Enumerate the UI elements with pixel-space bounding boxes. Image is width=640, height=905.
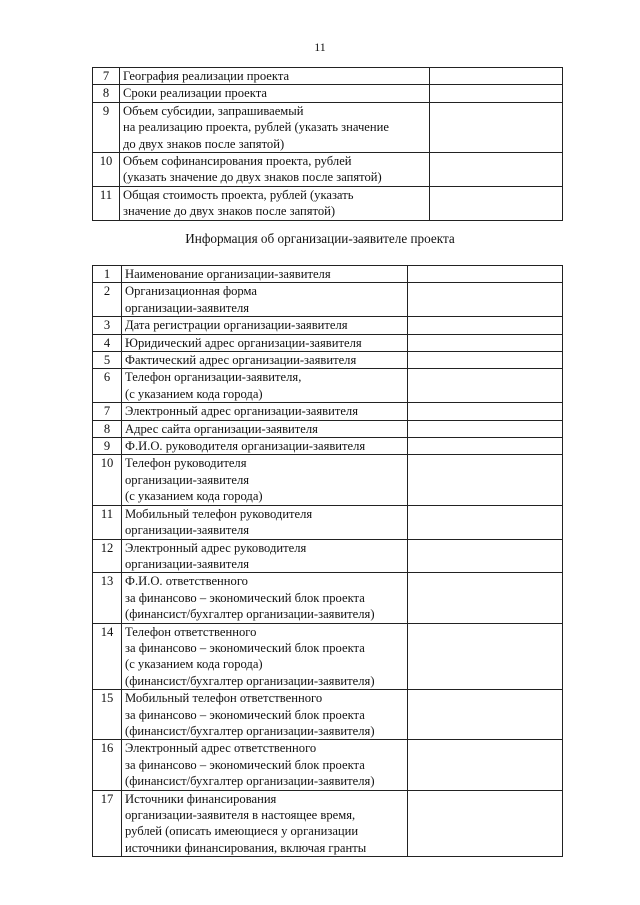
value-cell[interactable] [408,690,563,740]
table-row [93,420,563,437]
table-row [93,334,563,351]
applicant-info-table [92,265,563,857]
row-label [120,186,430,220]
row-label-line: (с указанием кода города) [125,386,263,401]
row-label-line: (с указанием кода города) [125,489,263,504]
row-label [122,420,408,437]
row-label [122,283,408,317]
table-row [93,690,563,740]
row-label [122,266,408,283]
row-label [122,369,408,403]
row-label-line: Телефон ответственного [125,624,257,639]
value-cell[interactable] [408,403,563,420]
row-label-line: Мобильный телефон ответственного [125,691,323,706]
row-number: 7 [93,68,120,85]
row-label-line: (финансист/бухгалтер организации-заявителя) [125,723,375,738]
row-label-line: Наименование организации-заявителя [125,267,331,281]
value-cell[interactable] [408,505,563,539]
row-label-line: Организационная форма [125,284,258,299]
row-number: 11 [93,186,120,220]
row-number: 14 [93,623,122,690]
table-row [93,505,563,539]
value-cell[interactable] [408,266,563,283]
value-cell[interactable] [408,283,563,317]
row-label-line: Ф.И.О. ответственного [125,574,248,589]
table-row [93,740,563,790]
project-info-table [92,67,563,221]
row-label-line: рублей (описать имеющиеся у организации [125,824,359,839]
page-number: 11 [314,40,326,54]
row-label [122,317,408,334]
row-number: 5 [93,352,122,369]
value-cell[interactable] [408,573,563,623]
row-label-line: за финансово – экономический блок проекта [125,590,365,605]
row-label [122,623,408,690]
row-label-line: за финансово – экономический блок проекта [125,757,365,772]
row-label-line: (с указанием кода города) [125,657,263,672]
row-label-line: Адрес сайта организации-заявителя [125,421,318,436]
table-row [93,283,563,317]
row-label-line: Юридический адрес организации-заявителя [125,335,362,350]
table-row [93,352,563,369]
row-label-line: Объем софинансирования проекта, рублей [123,154,352,169]
row-number: 8 [93,420,122,437]
row-label [122,352,408,369]
row-number: 9 [93,102,120,152]
row-label-line: Электронный адрес организации-заявителя [125,404,359,419]
table-row [93,85,563,102]
row-label-line: Мобильный телефон руководителя [125,506,313,521]
table-row [93,455,563,505]
row-label-line: за финансово – экономический блок проекта [125,640,365,655]
row-label [122,334,408,351]
value-cell[interactable] [408,317,563,334]
table-row [93,539,563,573]
row-label [122,740,408,790]
value-cell[interactable] [408,790,563,857]
row-label [122,438,408,455]
row-label-line: за финансово – экономический блок проекта [125,707,365,722]
table-row [93,102,563,152]
value-cell[interactable] [430,68,563,85]
row-label [120,153,430,187]
row-number: 17 [93,790,122,857]
row-number: 13 [93,573,122,623]
value-cell[interactable] [408,623,563,690]
row-label-line: Источники финансирования [125,791,277,806]
row-label-line: источники финансирования, включая гранты [125,840,367,855]
table-row [93,403,563,420]
row-label [120,102,430,152]
row-label-line: до двух знаков после запятой) [123,136,285,151]
value-cell[interactable] [430,186,563,220]
row-number: 3 [93,317,122,334]
row-number: 11 [93,505,122,539]
row-label-line: Телефон организации-заявителя, [125,370,302,385]
row-label-line: организации-заявителя [125,300,250,315]
row-label-line: (финансист/бухгалтер организации-заявителя) [125,607,375,622]
row-label [120,85,430,102]
table-row [93,438,563,455]
section-title: Информация об организации-заявителе проекта [185,231,455,246]
row-label-line: Электронный адрес руководителя [125,540,307,555]
row-label [122,690,408,740]
row-label [122,505,408,539]
row-number: 6 [93,369,122,403]
row-label-line: Телефон руководителя [125,456,247,471]
table-row [93,186,563,220]
row-number: 1 [93,266,122,283]
row-number: 7 [93,403,122,420]
row-label-line: Дата регистрации организации-заявителя [125,318,348,333]
row-label [122,790,408,857]
table-row [93,317,563,334]
row-label-line: Фактический адрес организации-заявителя [125,353,357,368]
row-label-line: организации-заявителя [125,556,250,571]
row-label-line: Электронный адрес ответственного [125,741,317,756]
row-number: 10 [93,455,122,505]
value-cell[interactable] [408,420,563,437]
row-number: 10 [93,153,120,187]
value-cell[interactable] [430,85,563,102]
row-number: 2 [93,283,122,317]
row-number: 8 [93,85,120,102]
row-label-line: организации-заявителя [125,523,250,538]
value-cell[interactable] [408,455,563,505]
table-row [93,68,563,85]
value-cell[interactable] [408,334,563,351]
row-label-line: Ф.И.О. руководителя организации-заявителя [125,439,366,454]
row-label-line: на реализацию проекта, рублей (указать значение [123,120,389,135]
row-label-line: Объем субсидии, запрашиваемый [123,103,304,118]
row-label-line: Общая стоимость проекта, рублей (указать [123,187,354,202]
value-cell[interactable] [408,438,563,455]
row-label-line: организации-заявителя в настоящее время, [125,808,356,822]
row-label [122,403,408,420]
row-number: 9 [93,438,122,455]
value-cell[interactable] [430,153,563,187]
row-label [122,539,408,573]
row-label-line: География реализации проекта [123,69,290,83]
row-number: 15 [93,690,122,740]
table-row [93,153,563,187]
table-row [93,266,563,283]
row-label [122,573,408,623]
value-cell[interactable] [408,352,563,369]
table-row [93,790,563,857]
value-cell[interactable] [430,102,563,152]
row-number: 4 [93,334,122,351]
row-number: 12 [93,539,122,573]
value-cell[interactable] [408,740,563,790]
table-row [93,623,563,690]
value-cell[interactable] [408,539,563,573]
table-row [93,369,563,403]
row-label-line: значение до двух знаков после запятой) [123,204,336,219]
value-cell[interactable] [408,369,563,403]
table-row [93,573,563,623]
row-label-line: (указать значение до двух знаков после запятой) [123,170,382,185]
row-label [122,455,408,505]
row-number: 16 [93,740,122,790]
row-label-line: (финансист/бухгалтер организации-заявителя) [125,774,375,789]
row-label [120,68,430,85]
row-label-line: Сроки реализации проекта [123,86,267,101]
row-label-line: (финансист/бухгалтер организации-заявителя) [125,673,375,688]
row-label-line: организации-заявителя [125,472,250,487]
